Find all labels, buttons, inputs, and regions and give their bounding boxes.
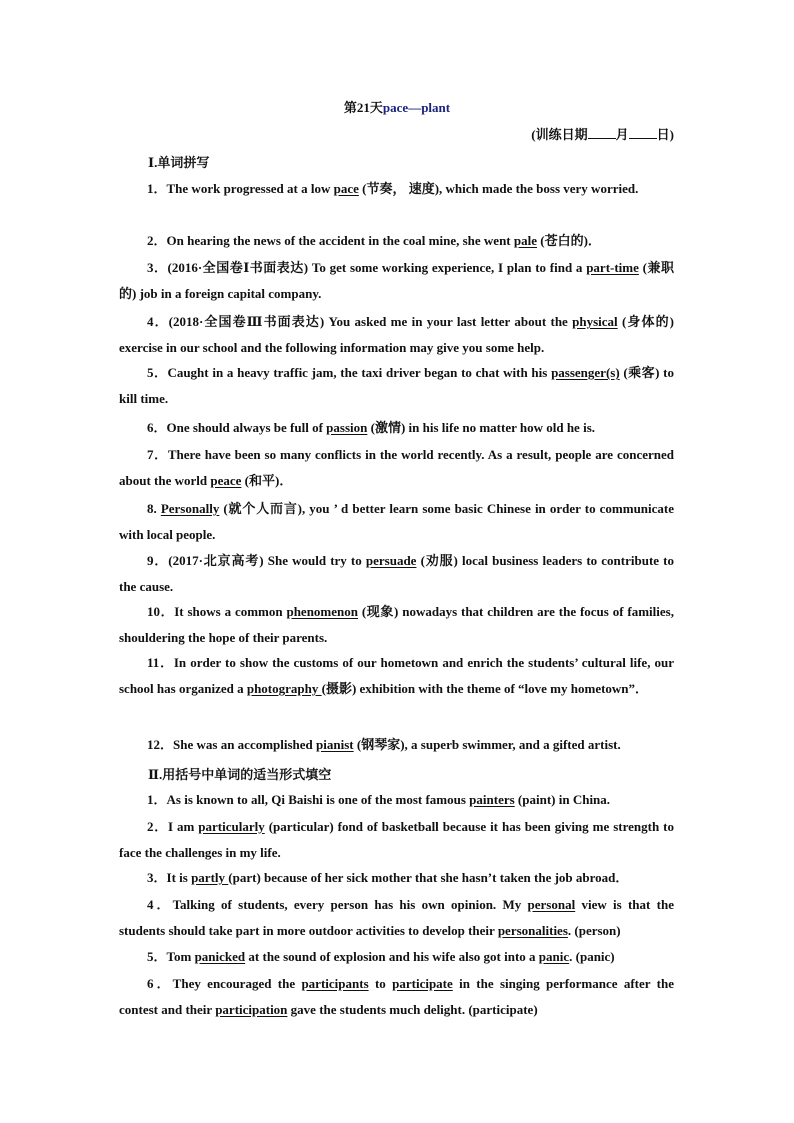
word-form-item-6: 6．They encouraged the participants to participate in the singing performance after the contest and their participation gave the students much delight. (participate) [119,976,674,1017]
title-chinese: 第21天 [343,100,383,115]
spelling-item-8: 8. Personally (就个人而言), you ’ d better learn some basic Chinese in order to communicate with local people. [119,501,675,542]
spelling-item-11: 11．In order to show the customs of our hometown and enrich the students’ cultural life, our school has organized a photography (摄影) exhibition with the theme of “love my hometown”． [119,655,674,696]
answer: passenger(s) [551,365,620,380]
date-prefix: (训练日期 [531,127,588,142]
answer: participation [215,1002,288,1017]
page-title [0,97,794,116]
title-english: pace—plant [382,100,451,115]
answer: part-time [586,260,639,275]
answer: panicked [194,949,246,964]
section-heading-spelling: Ⅰ.单词拼写 [148,155,210,170]
answer: physical [572,314,618,329]
word-form-item-4: 4．Talking of students, every person has his own opinion. My personal view is that the students should take part in more outdoor activities to develop their personalities. (person) [119,897,674,938]
answer: persuade [365,553,417,568]
day-blank[interactable] [629,126,657,139]
answer: photography [246,681,322,696]
month-label: 月 [615,127,629,142]
answer: pianist [316,737,354,752]
answer: pace [333,181,359,196]
answer: particularly [198,819,265,834]
answer: phenomenon [286,604,358,619]
spelling-item-9: 9．(2017·北京高考) She would try to persuade (劝服) local business leaders to contribute to the cause. [119,553,674,594]
word-form-item-5: 5．Tom panicked at the sound of explosion and his wife also got into a panic. (panic) [147,949,615,964]
answer: participants [301,976,369,991]
spelling-item-3: 3．(2016·全国卷Ⅰ书面表达) To get some working experience, I plan to find a part-time (兼职的) job in a foreign capital company. [119,260,674,301]
spelling-item-1: 1．The work progressed at a low pace (节奏， 速度), which made the boss very worried. [147,181,639,196]
answer: peace [210,473,242,488]
month-blank[interactable] [588,126,616,139]
answer: painters [469,792,515,807]
spelling-item-6: 6．One should always be full of passion (激情) in his life no matter how old he is. [147,420,596,435]
spelling-item-12: 12．She was an accomplished pianist (钢琴家), a superb swimmer, and a gifted artist. [147,737,621,752]
answer: passion [326,420,368,435]
spelling-item-7: 7．There have been so many conflicts in the world recently. As a result, people are concerned about the world peace (和平)． [119,447,674,488]
spelling-item-2: 2．On hearing the news of the accident in the coal mine, she went pale (苍白的)． [147,233,601,248]
answer: personal [527,897,576,912]
answer: partly [191,870,229,885]
word-form-item-2: 2．I am particularly (particular) fond of basketball because it has been giving me strength to face the challenges in my life. [119,819,674,860]
spelling-item-4: 4．(2018·全国卷Ⅲ书面表达) You asked me in your last letter about the physical (身体的) exercise in our school and the following information may give you some help. [119,314,674,355]
answer: personalities [497,923,568,938]
day-label: 日) [656,127,674,142]
answer: participate [392,976,453,991]
word-form-item-3: 3．It is partly (part) because of her sick mother that she hasn’t taken the job abroad． [147,870,629,885]
spelling-item-5: 5．Caught in a heavy traffic jam, the taxi driver began to chat with his passenger(s) (乘客) to kill time. [119,365,674,406]
answer: Personally [160,501,220,516]
answer: pale [513,233,538,248]
word-form-item-1: 1．As is known to all, Qi Baishi is one of the most famous painters (paint) in China. [147,792,611,807]
answer: panic [538,949,570,964]
section-heading-word-forms: Ⅱ.用括号中单词的适当形式填空 [148,767,332,782]
spelling-item-10: 10．It shows a common phenomenon (现象) nowadays that children are the focus of families, shouldering the hope of their parents. [119,604,674,645]
training-date-line [531,124,674,143]
